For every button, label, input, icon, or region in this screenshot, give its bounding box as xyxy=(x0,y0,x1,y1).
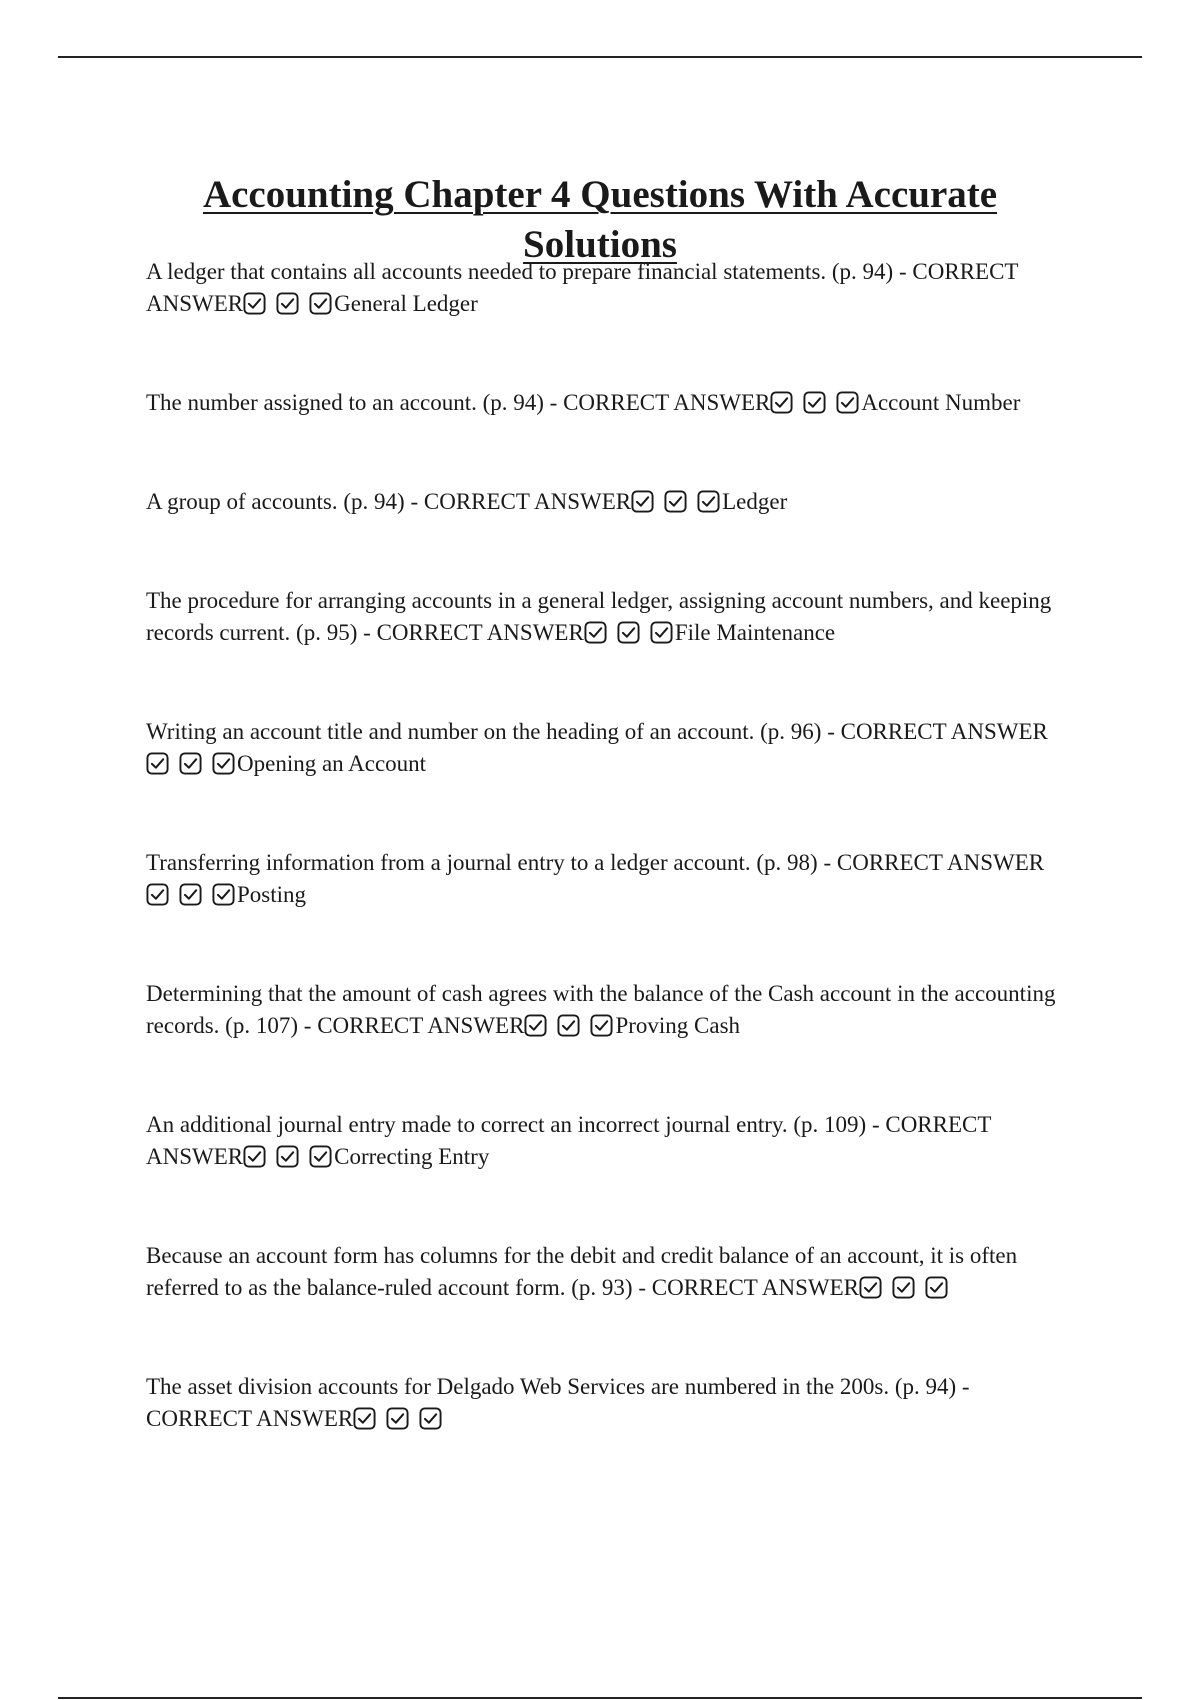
question-text: Transferring information from a journal entry to a ledger account. (p. 98) xyxy=(146,850,818,875)
answer-text: Proving Cash xyxy=(615,1013,741,1038)
checkbox-checked-icon xyxy=(419,1407,442,1430)
checkbox-checked-icon xyxy=(146,752,169,775)
separator: - xyxy=(956,1374,970,1399)
separator: - xyxy=(543,390,564,415)
checkbox-checked-icon xyxy=(859,1276,882,1299)
checkbox-checked-icon xyxy=(925,1276,948,1299)
checkbox-checked-icon xyxy=(212,883,235,906)
check-group xyxy=(146,752,237,784)
answer-text: Account Number xyxy=(861,390,1021,415)
qa-item xyxy=(146,256,1076,324)
check-group xyxy=(770,391,861,423)
correct-answer-label: CORRECT ANSWER xyxy=(423,489,632,514)
check-group xyxy=(146,883,237,915)
checkbox-checked-icon xyxy=(697,490,720,513)
correct-answer-label: CORRECT ANSWER xyxy=(840,719,1048,744)
question-text: The number assigned to an account. (p. 94) xyxy=(146,390,544,415)
qa-item xyxy=(146,847,1076,915)
answer-text: Opening an Account xyxy=(237,751,427,776)
checkbox-checked-icon xyxy=(309,1145,332,1168)
page-title: Accounting Chapter 4 Questions With Accurate Solutions xyxy=(202,173,998,267)
correct-answer-label: CORRECT ANSWER xyxy=(651,1275,860,1300)
checkbox-checked-icon xyxy=(650,621,673,644)
checkbox-checked-icon xyxy=(584,621,607,644)
separator: - xyxy=(357,620,377,645)
checkbox-checked-icon xyxy=(212,752,235,775)
check-group xyxy=(584,621,675,653)
checkbox-checked-icon xyxy=(243,292,266,315)
check-group xyxy=(243,1145,334,1177)
qa-item xyxy=(146,585,1076,653)
checkbox-checked-icon xyxy=(276,1145,299,1168)
question-text: A group of accounts. (p. 94) xyxy=(146,489,405,514)
checkbox-checked-icon xyxy=(617,621,640,644)
answer-text: Posting xyxy=(237,882,307,907)
checkbox-checked-icon xyxy=(631,490,654,513)
separator: - xyxy=(893,259,913,284)
answer-text: General Ledger xyxy=(334,291,478,316)
correct-answer-label: CORRECT ANSWER xyxy=(376,620,584,645)
check-group xyxy=(631,490,722,522)
check-group xyxy=(859,1276,950,1308)
correct-answer-label: CORRECT ANSWER xyxy=(146,259,1019,316)
correct-answer-label: CORRECT ANSWER xyxy=(836,850,1045,875)
answer-text: Ledger xyxy=(722,489,788,514)
qa-item xyxy=(146,978,1076,1046)
separator: - xyxy=(404,489,424,514)
correct-answer-label: CORRECT ANSWER xyxy=(563,390,771,415)
question-text: The procedure for arranging accounts in a general ledger, assigning account numbers, and keeping records current. (p. 95) xyxy=(146,588,1052,645)
checkbox-checked-icon xyxy=(179,883,202,906)
separator: - xyxy=(632,1275,652,1300)
qa-item xyxy=(146,387,1076,423)
checkbox-checked-icon xyxy=(770,391,793,414)
checkbox-checked-icon xyxy=(524,1014,547,1037)
separator: - xyxy=(298,1013,318,1038)
correct-answer-label: CORRECT ANSWER xyxy=(146,1406,354,1431)
qa-item xyxy=(146,1240,1076,1308)
check-group xyxy=(353,1407,444,1439)
separator: - xyxy=(817,850,837,875)
checkbox-checked-icon xyxy=(557,1014,580,1037)
checkbox-checked-icon xyxy=(146,883,169,906)
checkbox-checked-icon xyxy=(836,391,859,414)
qa-item xyxy=(146,1371,1076,1439)
answer-text: Correcting Entry xyxy=(334,1144,490,1169)
check-group xyxy=(243,292,334,324)
checkbox-checked-icon xyxy=(803,391,826,414)
question-text: An additional journal entry made to correct an incorrect journal entry. (p. 109) xyxy=(146,1112,867,1137)
question-text: Because an account form has columns for the debit and credit balance of an account, it is often referred to as the balance-ruled account form. (p. 93) xyxy=(146,1243,1018,1300)
question-text: Writing an account title and number on the heading of an account. (p. 96) xyxy=(146,719,822,744)
answer-text: File Maintenance xyxy=(674,620,836,645)
top-rule xyxy=(58,56,1142,58)
qa-item xyxy=(146,1109,1076,1177)
check-group xyxy=(524,1014,615,1046)
checkbox-checked-icon xyxy=(276,292,299,315)
checkbox-checked-icon xyxy=(590,1014,613,1037)
question-text: A ledger that contains all accounts needed to prepare financial statements. (p. 94) xyxy=(146,259,894,284)
checkbox-checked-icon xyxy=(353,1407,376,1430)
question-text: The asset division accounts for Delgado Web Services are numbered in the 200s. (p. 94) xyxy=(146,1374,957,1399)
bottom-rule xyxy=(58,1697,1142,1699)
qa-item xyxy=(146,716,1076,784)
correct-answer-label: CORRECT ANSWER xyxy=(317,1013,525,1038)
checkbox-checked-icon xyxy=(309,292,332,315)
separator: - xyxy=(821,719,841,744)
correct-answer-label: CORRECT ANSWER xyxy=(146,1112,992,1169)
question-text: Determining that the amount of cash agrees with the balance of the Cash account in the accounting records. (p. 107) xyxy=(146,981,1056,1038)
checkbox-checked-icon xyxy=(243,1145,266,1168)
checkbox-checked-icon xyxy=(386,1407,409,1430)
separator: - xyxy=(866,1112,886,1137)
checkbox-checked-icon xyxy=(664,490,687,513)
checkbox-checked-icon xyxy=(179,752,202,775)
checkbox-checked-icon xyxy=(892,1276,915,1299)
question-list xyxy=(146,256,1076,1439)
qa-item xyxy=(146,486,1076,522)
